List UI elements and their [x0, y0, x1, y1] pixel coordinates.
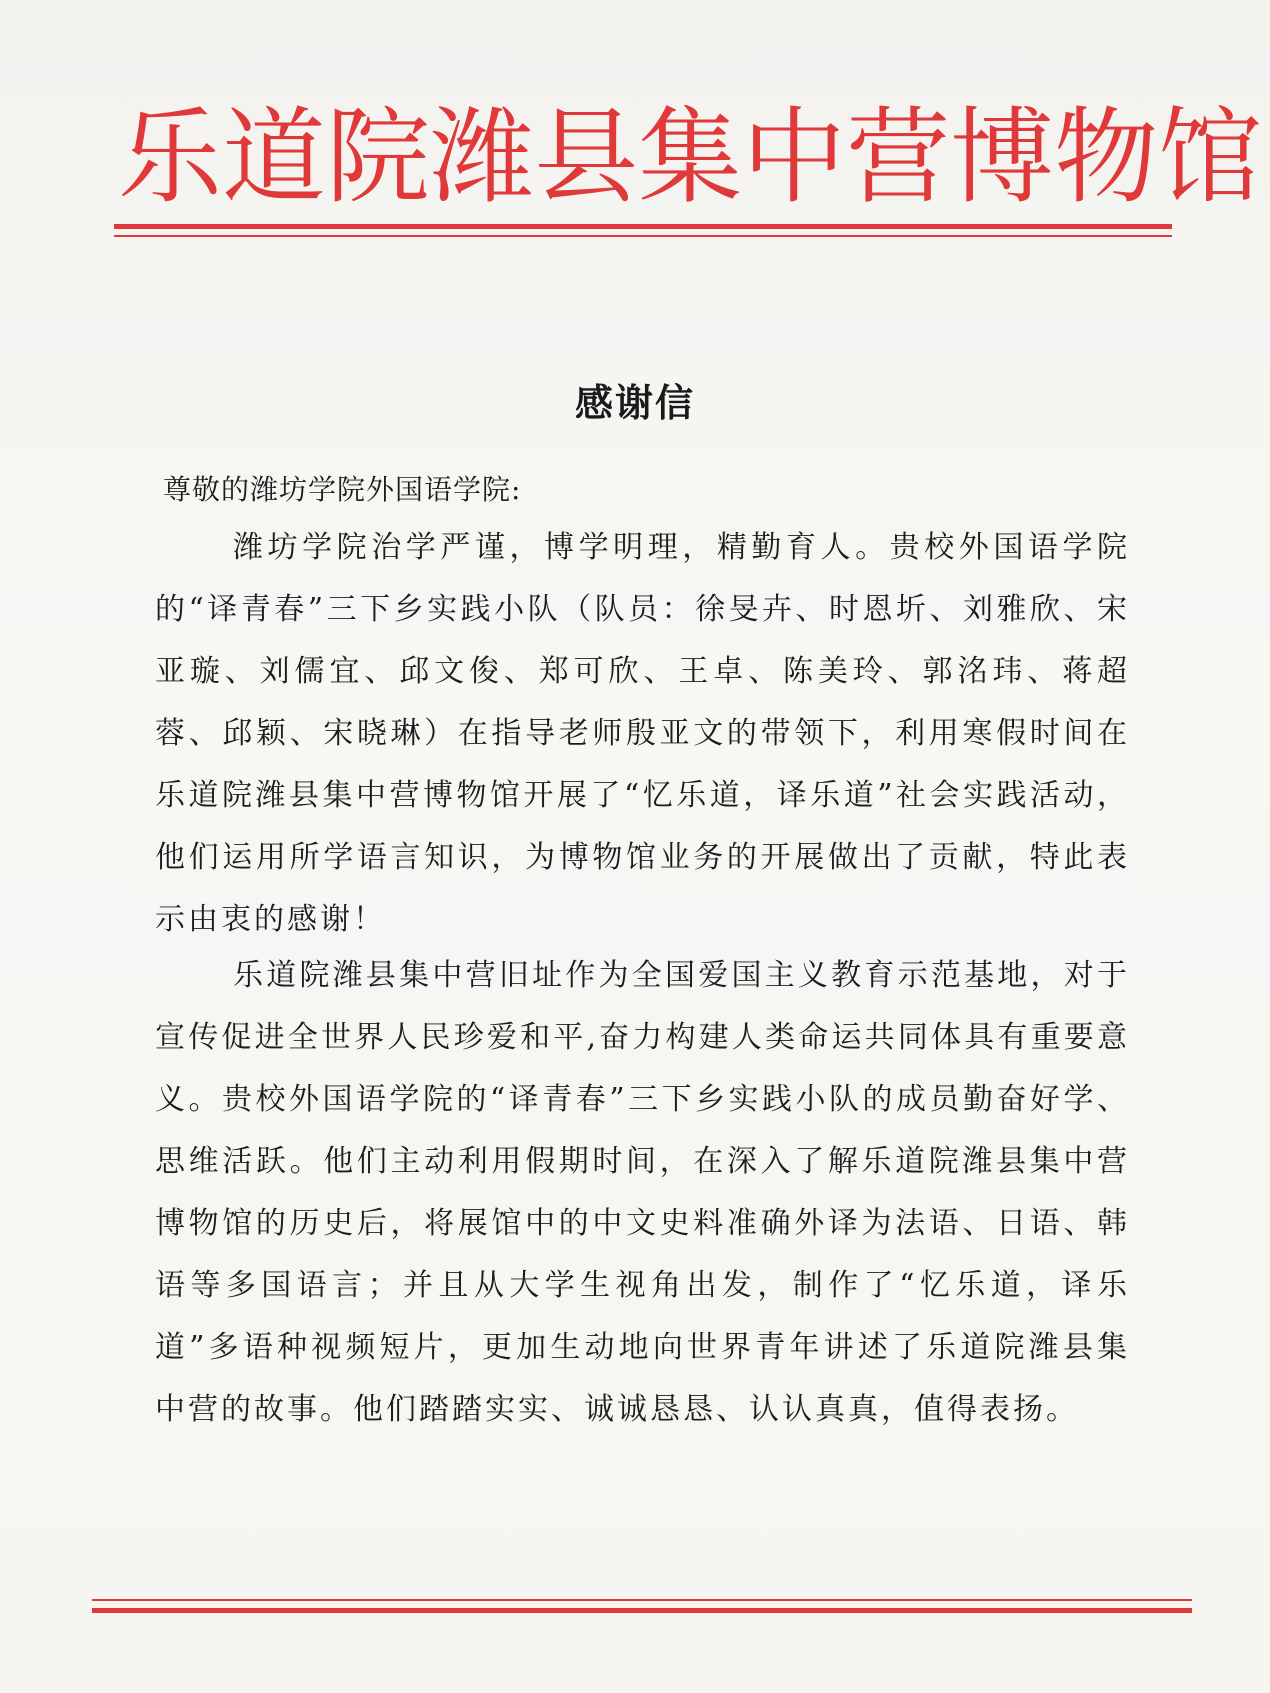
letterhead-char: 县 [534, 96, 639, 218]
letter-salutation: 尊敬的潍坊学院外国语学院: [163, 473, 522, 506]
letterhead-char: 中 [742, 96, 847, 218]
letterhead-char: 院 [326, 96, 431, 218]
letterhead-char: 集 [638, 96, 743, 218]
letterhead-title [118, 92, 1263, 222]
letter-title: 感谢信 [574, 381, 695, 425]
footer-divider-thick [92, 1608, 1192, 1613]
letterhead-char: 物 [1054, 96, 1159, 218]
footer-divider-thin [92, 1599, 1192, 1601]
letterhead-char: 乐 [118, 96, 223, 218]
letterhead-char: 道 [222, 96, 327, 218]
letterhead-char: 博 [950, 96, 1055, 218]
letter-paragraph-2: 乐道院潍县集中营旧址作为全国爱国主义教育示范基地，对于宣传促进全世界人民珍爱和平,奋力构建人类命运共同体具有重要意义。贵校外国语学院的“译青春”三下乡实践小队的成员勤奋好学、思维活跃。他们主动利用假期时间，在深入了解乐道院潍县集中营博物馆的历史后，将展馆中的中文史料准确外译为法语、日语、韩语等多国语言；并且从大学生视角出发，制作了“忆乐道，译乐道”多语种视频短片，更加生动地向世界青年讲述了乐道院潍县集中营的故事。他们踏踏实实、诚诚恳恳、认认真真，值得表扬。 [155, 958, 1130, 1427]
letterhead-char: 潍 [430, 96, 535, 218]
letterhead-divider-thick [114, 224, 1172, 229]
letter-paragraph-1: 潍坊学院治学严谨，博学明理，精勤育人。贵校外国语学院的“译青春”三下乡实践小队（队员：徐旻卉、时恩圻、刘雅欣、宋亚璇、刘儒宜、邱文俊、郑可欣、王卓、陈美玲、郭洺玮、蒋超蓉、邱颖、宋晓琳）在指导老师殷亚文的带领下，利用寒假时间在乐道院潍县集中营博物馆开展了“忆乐道，译乐道”社会实践活动，他们运用所学语言知识，为博物馆业务的开展做出了贡献，特此表示由衷的感谢！ [155, 530, 1130, 937]
letterhead-char: 营 [846, 96, 951, 218]
letterhead-divider-thin [114, 235, 1172, 237]
letterhead-char: 馆 [1158, 96, 1263, 218]
